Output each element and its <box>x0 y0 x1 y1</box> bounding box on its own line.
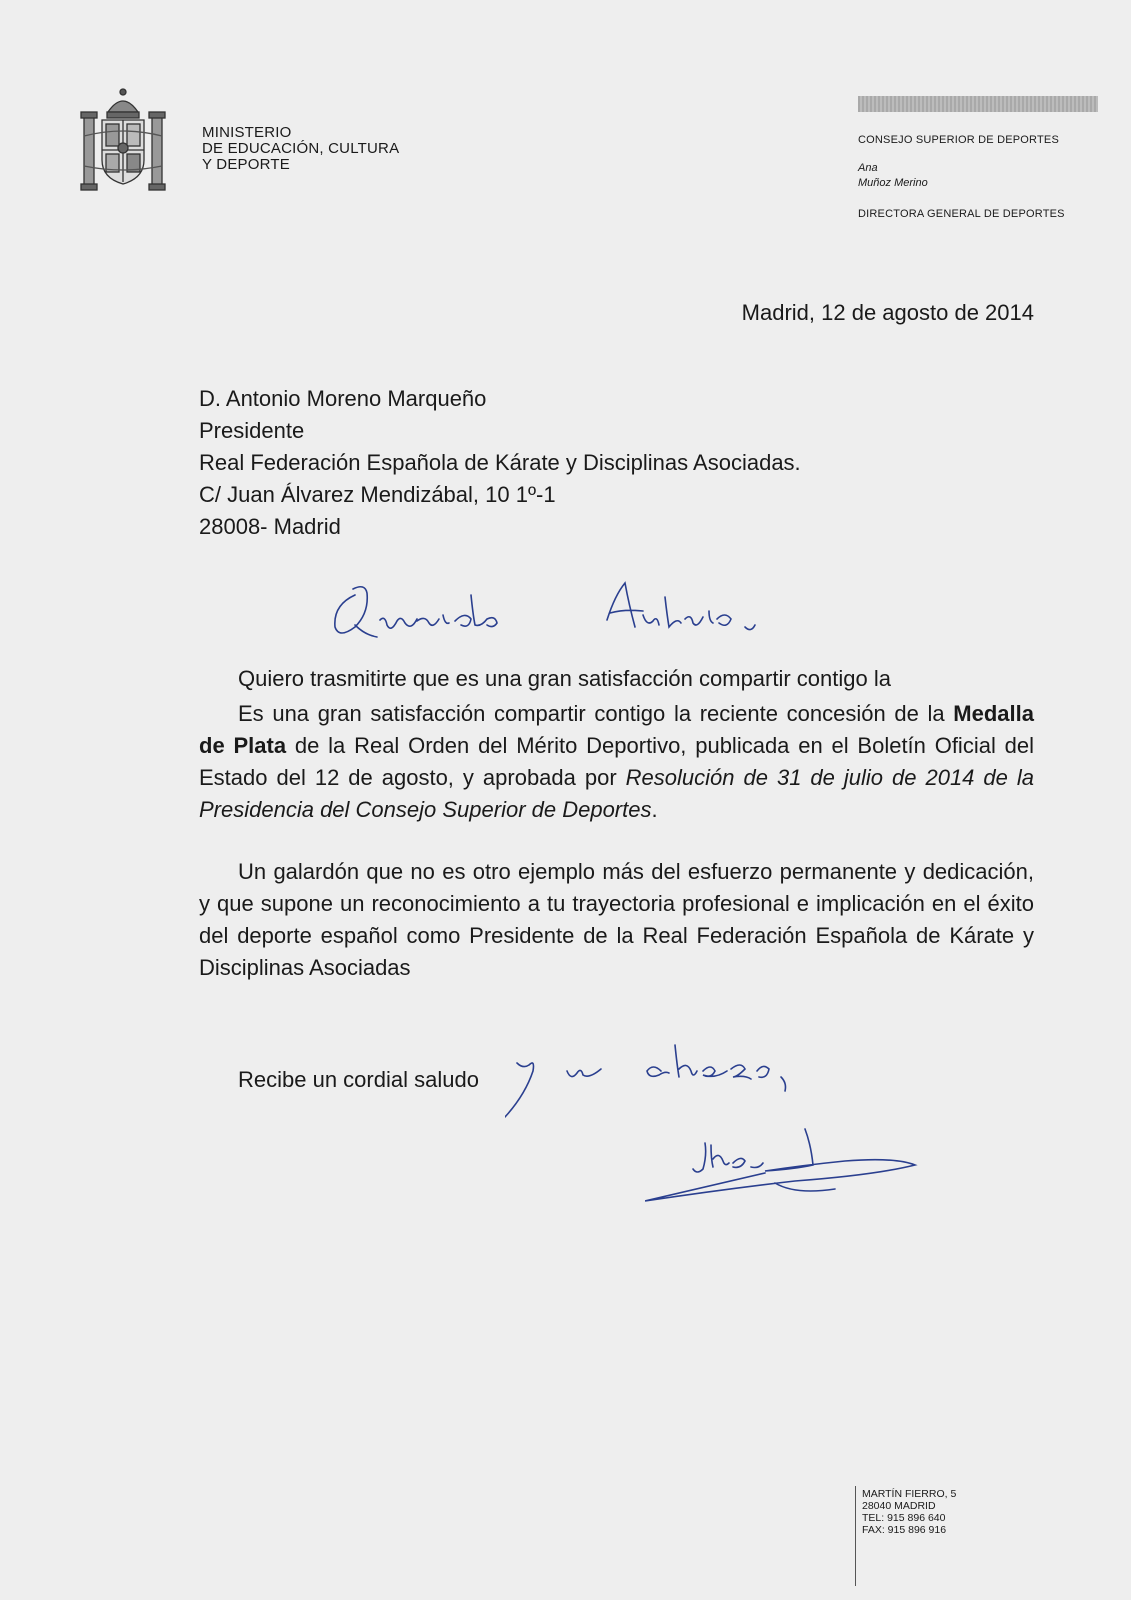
footer-line-1: MARTÍN FIERRO, 5 <box>862 1488 957 1500</box>
footer-address <box>862 1488 956 1536</box>
recipient-name: D. Antonio Moreno Marqueño <box>199 386 487 411</box>
official-first-name: Ana <box>858 162 878 174</box>
body-paragraph-2: Un galardón que no es otro ejemplo más del esfuerzo permanente y dedicación, y que supone un reconocimiento a tu trayectoria profesional e implicación en el éxito del deporte español como Presidente de la Real Federación Española de Kárate y Disciplinas Asociadas <box>199 859 1034 980</box>
official-surname: Muñoz Merino <box>858 177 928 189</box>
official-title: DIRECTORA GENERAL DE DEPORTES <box>858 208 1065 220</box>
handwritten-closing-text: y un abrazo, <box>505 1035 511 1036</box>
signature <box>645 1125 920 1205</box>
footer-divider <box>855 1486 856 1586</box>
handwritten-closing <box>505 1035 835 1125</box>
medal-name: Medalla de Plata <box>199 701 1034 758</box>
handwritten-salutation <box>325 575 805 645</box>
council-name: CONSEJO SUPERIOR DE DEPORTES <box>858 134 1059 146</box>
ministry-line-3: Y DEPORTE <box>202 156 290 173</box>
footer-line-2: 28040 MADRID <box>862 1500 936 1512</box>
closing-text: Recibe un cordial saludo <box>238 1067 479 1092</box>
recipient-street: C/ Juan Álvarez Mendizábal, 10 1º-1 <box>199 482 556 507</box>
p1-start: Es una gran satisfacción compartir contigo la reciente concesión de la <box>238 701 954 726</box>
footer-line-3: TEL: 915 896 640 <box>862 1512 946 1524</box>
ministry-name <box>202 125 399 173</box>
ministry-line-1: MINISTERIO <box>202 124 292 141</box>
header-gray-band <box>858 96 1098 112</box>
p1-mid: de la Real Orden del Mérito Deportivo, publicada en el Boletín Oficial del Estado del 12 de agosto, y aprobada por <box>199 733 1034 790</box>
letter-date: Madrid, 12 de agosto de 2014 <box>741 300 1034 325</box>
spain-coat-of-arms-icon <box>80 86 166 196</box>
footer-line-4: FAX: 915 896 916 <box>862 1524 947 1536</box>
handwritten-salutation-text: Querido Antonio, <box>325 575 333 576</box>
body-paragraph-1 <box>199 698 1034 826</box>
recipient-organization: Real Federación Española de Kárate y Disciplinas Asociadas. <box>199 450 801 475</box>
body-line-1: Quiero trasmitirte que es una gran satisfacción compartir contigo la <box>238 666 891 691</box>
recipient-city: 28008- Madrid <box>199 514 341 539</box>
p1-end: . <box>651 797 658 822</box>
resolution-reference: Resolución de 31 de julio de 2014 de la Presidencia del Consejo Superior de Deportes <box>199 765 1034 822</box>
ministry-line-2: DE EDUCACIÓN, CULTURA <box>202 140 400 157</box>
signature-text: Ana <box>645 1125 647 1126</box>
recipient-position: Presidente <box>199 418 305 443</box>
